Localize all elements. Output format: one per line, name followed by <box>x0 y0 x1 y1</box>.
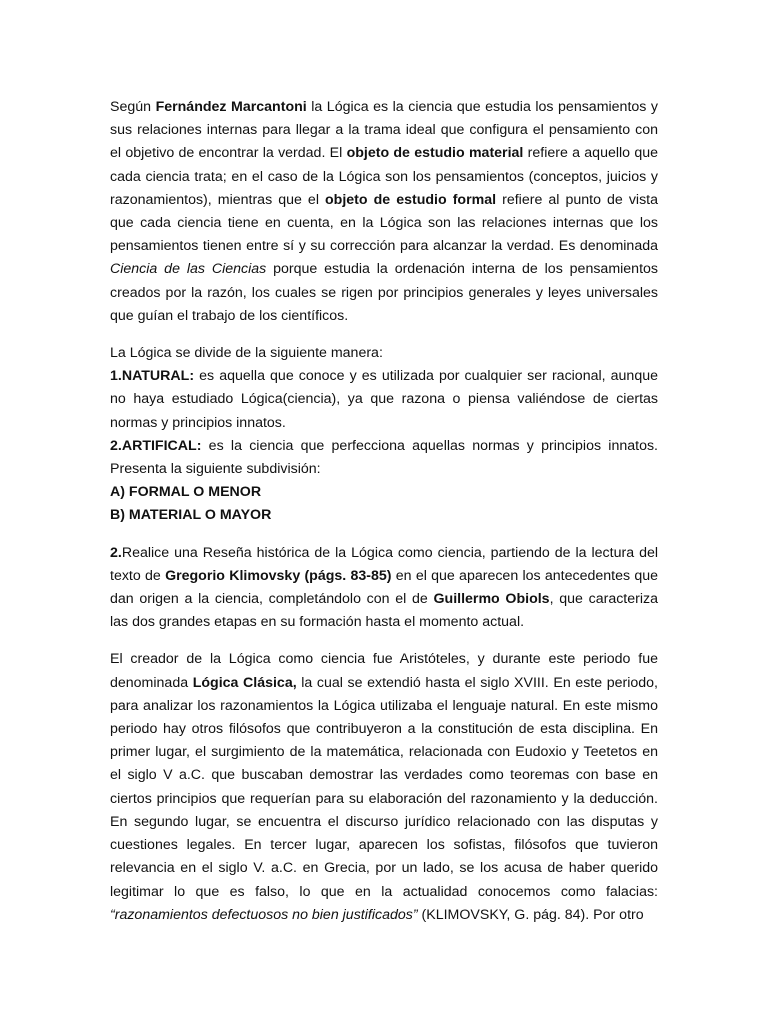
subdivision-b: B) MATERIAL O MAYOR <box>110 507 272 524</box>
natural-text: es aquella que conoce y es utilizada por cualquier ser racional, aunque no haya estudiado Lógica(ciencia), ya que razona o piensa valiéndose de ciertas normas y principios innatos. <box>110 368 658 431</box>
text: Según <box>110 99 156 115</box>
division-natural <box>110 365 658 435</box>
quotation: “razonamientos defectuosos no bien justificados” <box>110 906 418 923</box>
natural-label: 1.NATURAL: <box>110 368 195 385</box>
term-science-of-sciences: Ciencia de las Ciencias <box>110 261 267 278</box>
division-artificial <box>110 435 658 481</box>
text: , que caracteriza las dos grandes etapas en su formación hasta el momento actual. <box>110 591 658 631</box>
text: la cual se extendió hasta el siglo XVIII. En este periodo, para analizar los razonamientos la Lógica utilizaba el lenguaje natural. En este mismo periodo hay otros filósofos que contribuyeron a la constitución de esta disciplina. En primer lugar, el surgimiento de la matemática, relacionada con Eudoxio y Teetetos en el siglo V a.C. que buscaban demostrar las verdades como teoremas con base en ciertos principios que requerían para su elaboración del razonamiento y la deducción. En segundo lugar, se encuentra el discurso jurídico relacionado con las disputas y cuestiones legales. En tercer lugar, aparecen los sofistas, filósofos que tuvieron relevancia en el siglo V. a.C. en Grecia, por un lado, se los acusa de haber querido legitimar lo que es falso, lo que en la actualidad conocemos como falacias: <box>110 674 658 900</box>
term-classical-logic: Lógica Clásica, <box>192 674 297 691</box>
subdivision-a: A) FORMAL O MENOR <box>110 484 262 501</box>
document-page <box>110 96 658 927</box>
text: (KLIMOVSKY, G. pág. 84). Por otro <box>417 906 644 923</box>
text: porque estudia la ordenación interna de los pensamientos creados por la razón, los cuales se rigen por principios generales y leyes universales que guían el trabajo de los científicos. <box>110 261 658 324</box>
reference-klimovsky: Gregorio Klimovsky (págs. 83-85) <box>165 567 392 584</box>
text: Realice una Reseña histórica de la Lógica como ciencia, partiendo de la lectura del texto de <box>110 544 658 584</box>
text: en el que aparecen los antecedentes que dan origen a la ciencia, completándolo con el de <box>110 567 658 608</box>
text: refiere a aquello que cada ciencia trata; en el caso de la Lógica son los pensamientos (conceptos, juicios y razonamientos), mientras que el <box>110 145 658 208</box>
reference-obiols: Guillermo Obiols <box>433 591 550 608</box>
paragraph-assignment <box>110 542 658 635</box>
division-intro: La Lógica se divide de la siguiente manera: <box>110 345 383 362</box>
author-name: Fernández Marcantoni <box>155 99 307 115</box>
text: El creador de la Lógica como ciencia fue Aristóteles, y durante este periodo fue denominada <box>110 651 658 691</box>
text: refiere al punto de vista que cada ciencia tiene en cuenta, en la Lógica son las relaciones internas que los pensamientos tienen entre sí y su corrección para alcanzar la verdad. Es denominada <box>110 191 659 255</box>
term-formal-object: objeto de estudio formal <box>325 191 497 208</box>
artificial-label: 2.ARTIFICAL: <box>110 437 202 454</box>
term-material-object: objeto de estudio material <box>346 145 524 162</box>
item-number: 2. <box>110 544 122 561</box>
paragraph-definition <box>110 96 658 328</box>
text: la Lógica es la ciencia que estudia los pensamientos y sus relaciones internas para llegar a la trama ideal que configura el pensamiento con el objetivo de encontrar la verdad. El <box>110 99 658 162</box>
paragraph-history <box>110 648 658 926</box>
artificial-text: es la ciencia que perfecciona aquellas normas y principios innatos. Presenta la siguiente subdivisión: <box>110 437 658 478</box>
division-section <box>110 342 658 528</box>
